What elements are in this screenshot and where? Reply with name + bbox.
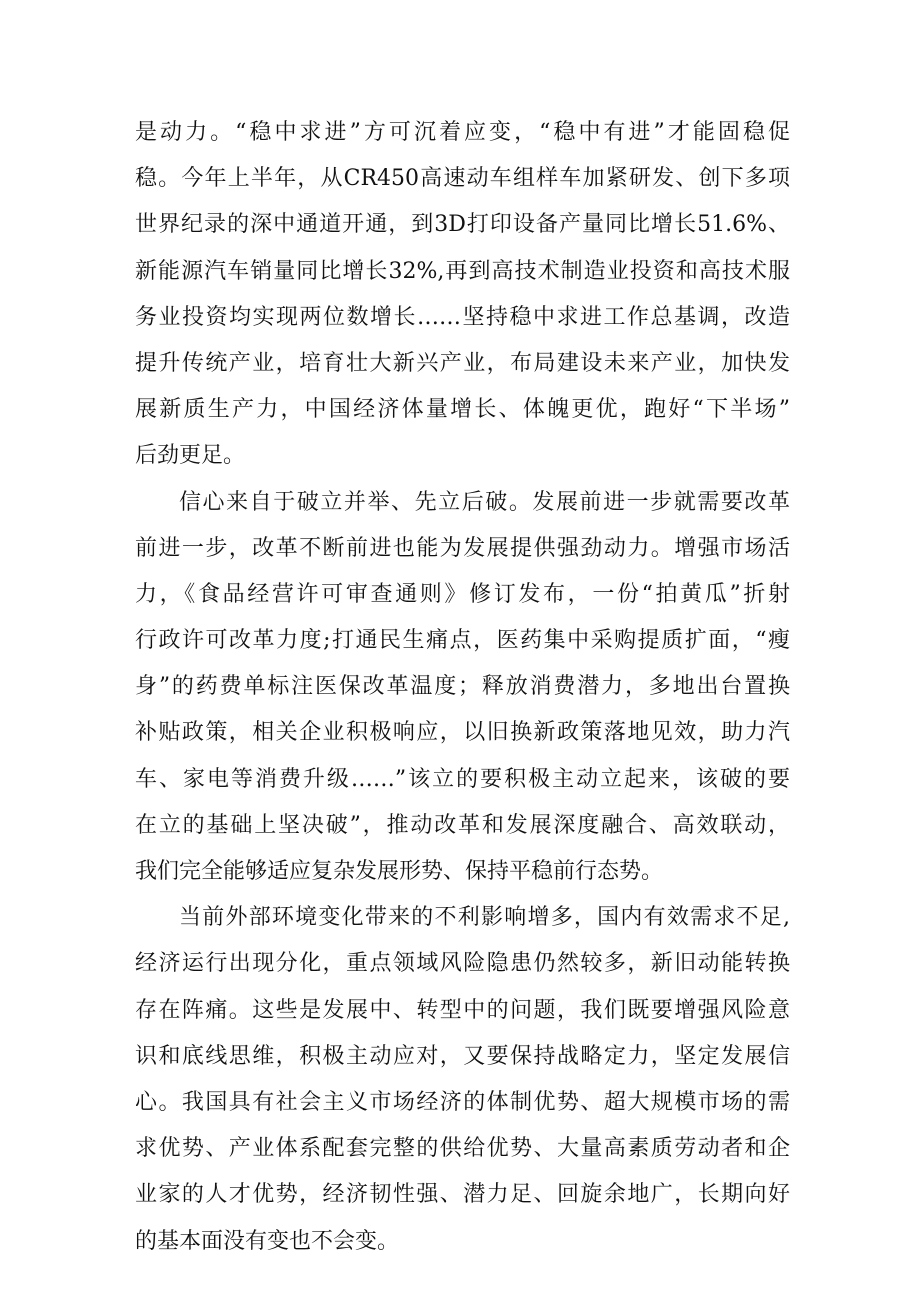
paragraph-line: 经济运行出现分化，重点领域风险隐患仍然较多，新旧动能转换 — [135, 951, 790, 977]
paragraph-line: 是动力。“稳中求进”方可沉着应变，“稳中有进”才能固稳促 — [135, 120, 790, 145]
paragraph — [135, 110, 790, 480]
paragraph-line: 业家的人才优势，经济韧性强、潜力足、回旋余地广，长期向好 — [135, 1182, 790, 1208]
paragraph-line: 身”的药费单标注医保改革温度；释放消费潜力，多地出台置换 — [135, 674, 790, 700]
paragraph-line: 存在阵痛。这些是发展中、转型中的问题，我们既要增强风险意 — [135, 997, 790, 1023]
paragraph-line: 的基本面没有变也不会变。 — [135, 1228, 400, 1254]
paragraph-line: 求优势、产业体系配套完整的供给优势、大量高素质劳动者和企 — [135, 1136, 790, 1162]
paragraph-line: 在立的基础上坚决破”，推动改革和发展深度融合、高效联动， — [135, 812, 790, 838]
paragraph-line: 识和底线思维，积极主动应对，又要保持战略定力，坚定发展信 — [135, 1043, 790, 1069]
paragraph — [135, 895, 790, 1265]
paragraph-line: 后劲更足。 — [135, 443, 246, 469]
paragraph-line: 世界纪录的深中通道开通，到3D打印设备产量同比增长51.6%、 — [135, 212, 790, 238]
paragraph-line: 补贴政策，相关企业积极响应，以旧换新政策落地见效，助力汽 — [135, 720, 790, 746]
paragraph-line: 心。我国具有社会主义市场经济的体制优势、超大规模市场的需 — [135, 1089, 790, 1115]
paragraph-line: 信心来自于破立并举、先立后破。发展前进一步就需要改革 — [179, 489, 790, 515]
paragraph-line: 新能源汽车销量同比增长32%,再到高技术制造业投资和高技术服 — [135, 258, 790, 284]
paragraph-line: 力，《食品经营许可审查通则》修订发布，一份“拍黄瓜”折射 — [135, 581, 790, 607]
paragraph-line: 车、家电等消费升级……”该立的要积极主动立起来，该破的要 — [135, 766, 790, 792]
paragraph-line: 行政许可改革力度;打通民生痛点，医药集中采购提质扩面，“瘦 — [135, 628, 790, 654]
article-body — [135, 110, 790, 1265]
paragraph — [135, 480, 790, 896]
paragraph-line: 前进一步，改革不断前进也能为发展提供强劲动力。增强市场活 — [135, 535, 790, 561]
paragraph-line: 当前外部环境变化带来的不利影响增多，国内有效需求不足, — [179, 905, 790, 931]
paragraph-line: 稳。今年上半年，从CR450高速动车组样车加紧研发、创下多项 — [135, 166, 790, 192]
paragraph-line: 我们完全能够适应复杂发展形势、保持平稳前行态势。 — [135, 859, 664, 884]
paragraph-line: 提升传统产业，培育壮大新兴产业，布局建设未来产业，加快发 — [135, 350, 790, 376]
paragraph-line: 务业投资均实现两位数增长……坚持稳中求进工作总基调，改造 — [135, 304, 790, 330]
paragraph-line: 展新质生产力，中国经济体量增长、体魄更优，跑好“下半场” — [135, 397, 790, 423]
